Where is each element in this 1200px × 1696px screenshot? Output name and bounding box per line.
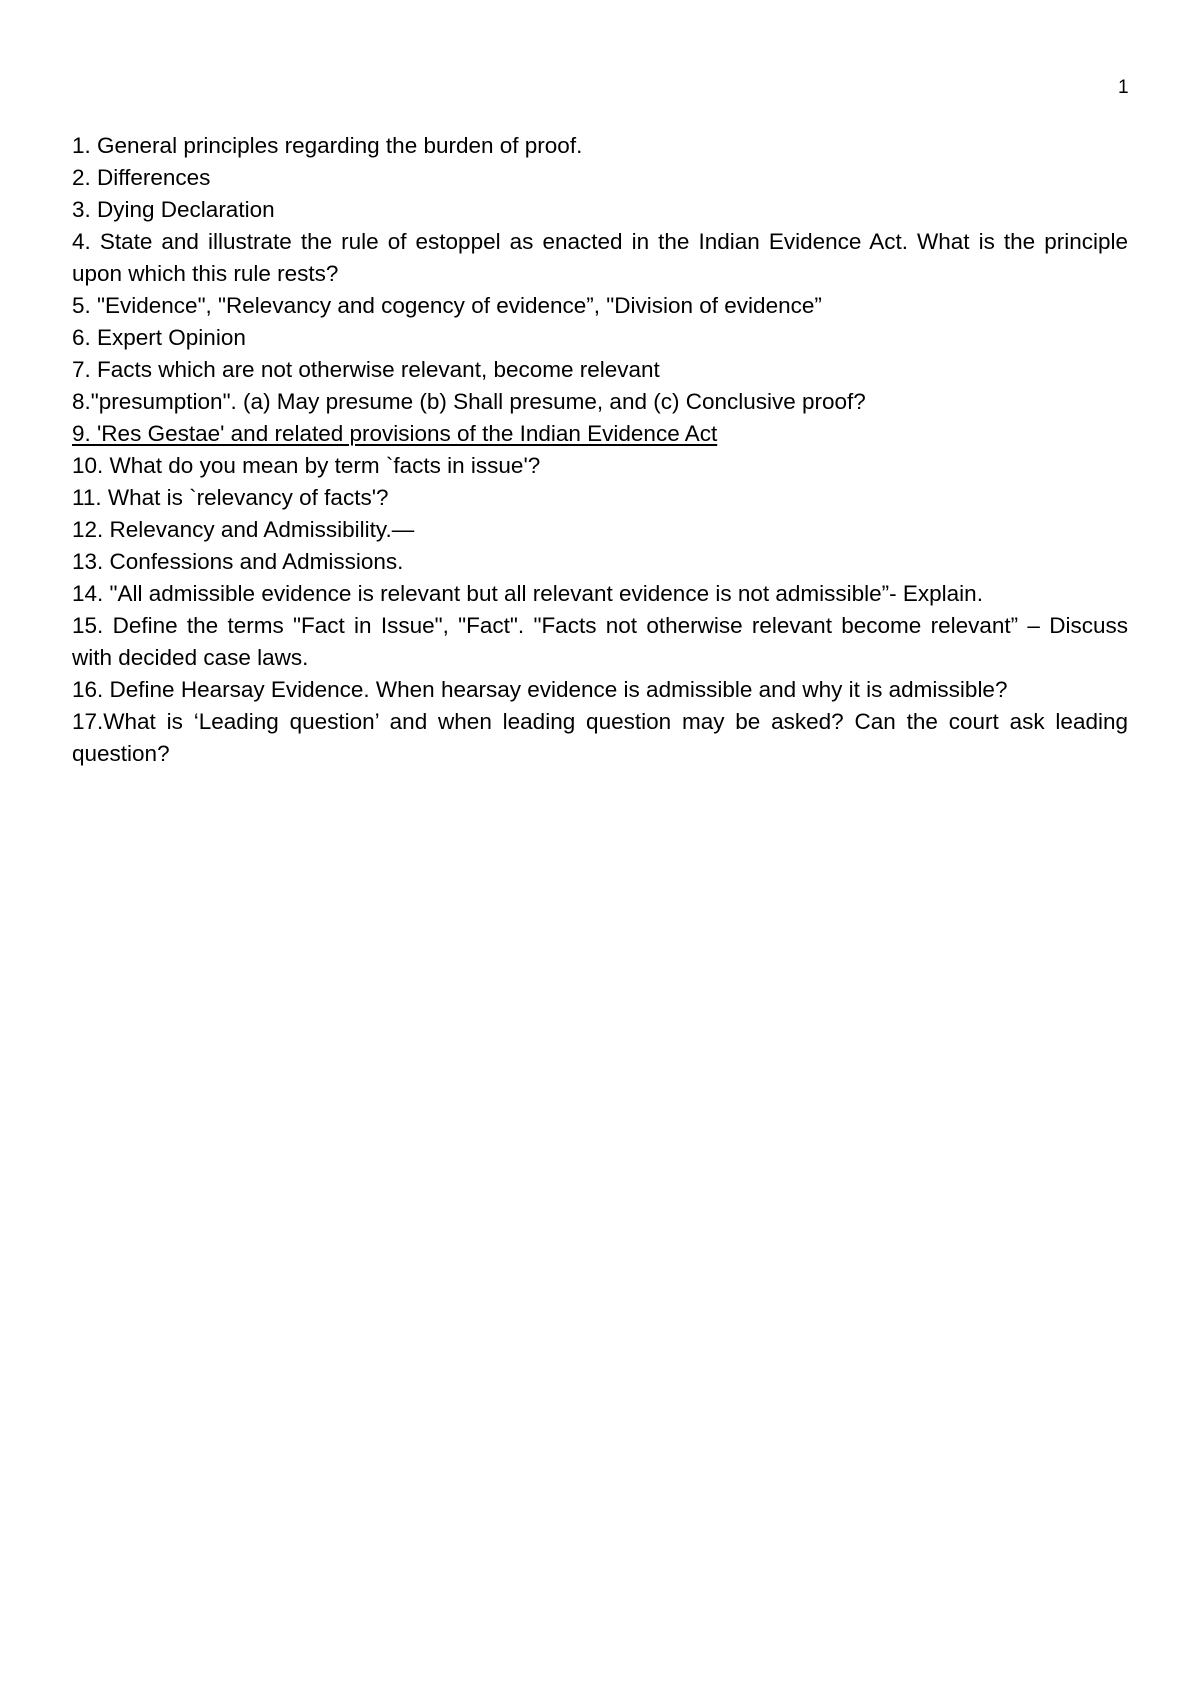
question-item: 1. General principles regarding the burden of proof.	[72, 133, 583, 158]
question-item: 13. Confessions and Admissions.	[72, 549, 404, 574]
question-item: 11. What is `relevancy of facts'?	[72, 485, 389, 510]
page-number: 1	[1118, 77, 1129, 98]
question-item: 12. Relevancy and Admissibility.—	[72, 517, 415, 542]
question-item: 8."presumption". (a) May presume (b) Shall presume, and (c) Conclusive proof?	[72, 389, 866, 414]
question-item: 5. "Evidence", "Relevancy and cogency of evidence”, "Division of evidence”	[72, 293, 822, 318]
question-list	[72, 130, 1128, 770]
question-item: 2. Differences	[72, 165, 211, 190]
question-item: 14. "All admissible evidence is relevant but all relevant evidence is not admissible”- Explain.	[72, 581, 983, 606]
question-item: 7. Facts which are not otherwise relevant, become relevant	[72, 357, 660, 382]
question-item: 15. Define the terms "Fact in Issue", "Fact". "Facts not otherwise relevant become relevant” – Discuss with decided case laws.	[72, 613, 1128, 670]
question-item: 9. 'Res Gestae' and related provisions of the Indian Evidence Act	[72, 421, 718, 446]
question-item: 17.What is ‘Leading question’ and when leading question may be asked? Can the court ask leading question?	[72, 709, 1128, 766]
question-item: 4. State and illustrate the rule of estoppel as enacted in the Indian Evidence Act. What is the principle upon which this rule rests?	[72, 229, 1128, 286]
question-item: 3. Dying Declaration	[72, 197, 275, 222]
question-item: 16. Define Hearsay Evidence. When hearsay evidence is admissible and why it is admissible?	[72, 677, 1008, 702]
question-item: 10. What do you mean by term `facts in issue'?	[72, 453, 541, 478]
question-item: 6. Expert Opinion	[72, 325, 246, 350]
